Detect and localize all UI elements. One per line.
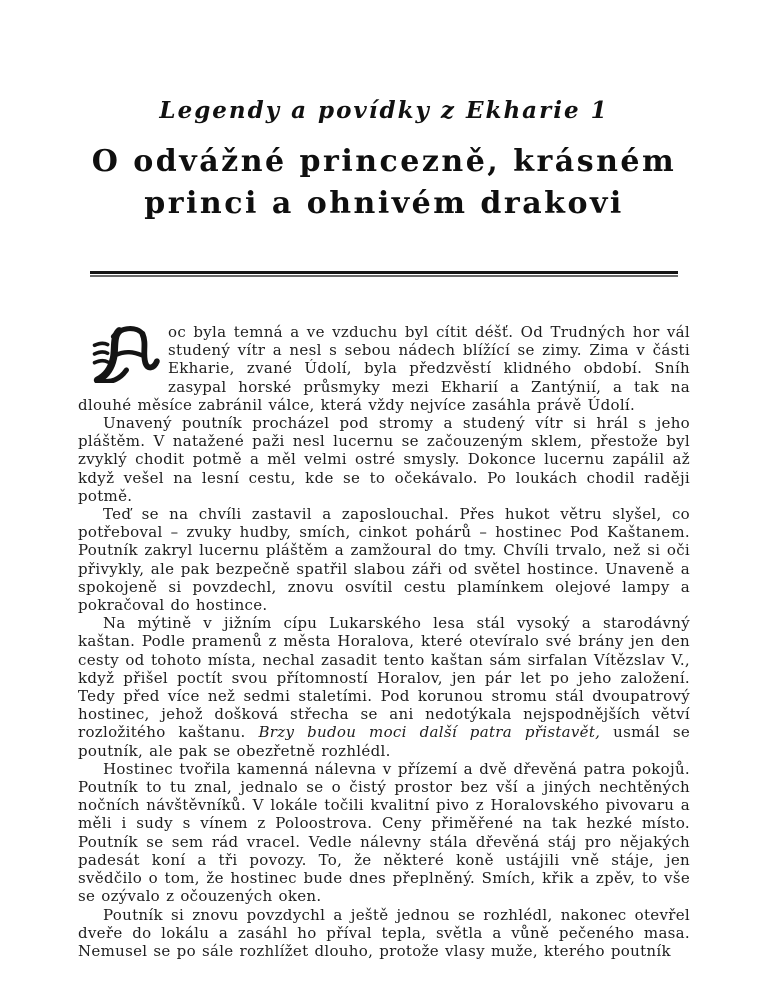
paragraph-5: Hostinec tvořila kamenná nálevna v přízemí a dvě dřevěná patra pokojů. Poutník to tu znal, jednalo se o čistý prostor bez vší a jiných nechtěných nočních návštěvníků. V lokále točili kvalitní pivo z Horalovského pivovaru a měli i sudy s vínem z Poloostrova. Ceny přiměřené na tak hezké místo. Poutník se sem rád vracel. Vedle nálevny stála dřevěná stáj pro nějakých padesát koní a tři povozy. To, že některé koně ustájili vně stáje, jen svědčilo o tom, že hostinec bude dnes přeplněný. Smích, křik a zpěv, to vše se ozývalo z očouzených oken. <box>78 759 690 906</box>
story-title <box>78 141 690 225</box>
paragraph-4 <box>78 614 690 760</box>
story-title-line-2: princi a ohnivém drakovi <box>144 186 624 221</box>
paragraph-2: Unavený poutník procházel pod stromy a studený vítr si hrál s jeho pláštěm. V natažené paži nesl lucernu se začouzeným sklem, přestože byl zvyklý chodit potmě a měl velmi ostré smysly. Dokonce lucernu zapálil až když vešel na lesní cestu, kde se to očekávalo. Po loukách chodil raději potmě. <box>78 414 690 505</box>
page-header <box>78 0 690 225</box>
paragraph-3: Teď se na chvíli zastavil a zaposlouchal. Přes hukot větru slyšel, co potřeboval – zvuky hudby, smích, cinkot pohárů – hostinec Pod Kaštanem. Poutník zakryl lucernu pláštěm a zamžoural do tmy. Chvíli trvalo, než si oči přivykly, ale pak bezpečně spatřil slabou záři od světel hostince. Unaveně a spokojeně si povzdechl, znovu osvítil cestu plamínkem olejové lampy a pokračoval do hostince. <box>78 505 690 615</box>
paragraph-4-text-before: Na mýtině v jižním cípu Lukarského lesa stál vysoký a starodávný kaštan. Podle pramenů z města Horalova, které otevíralo své brány jen den cesty od tohoto místa, nechal zasadit tento kaštan sám sirfalan Vítězslav V., když přišel poctít svou přítomností Horalov, jen pár let po jeho založení. Tedy před více než sedmi staletími. Pod korunou stromu stál dvoupatrový hostinec, jehož došková střecha se ani nedotýkala nejspodnějších větví rozložitého kaštanu. <box>78 614 690 742</box>
blackletter-n-icon <box>88 325 162 383</box>
paragraph-6: Poutník si znovu povzdychl a ještě jednou se rozhlédl, nakonec otevřel dveře do lokálu a zasáhl ho příval tepla, světla a vůně pečeného masa. Nemusel se po sále rozhlížet dlouho, protože vlasy muže, kterého poutník <box>78 905 690 960</box>
paragraph-1 <box>78 323 690 414</box>
drop-cap-initial <box>88 325 162 379</box>
story-body <box>78 323 690 960</box>
series-title: Legendy a povídky z Ekharie 1 <box>159 97 609 124</box>
paragraph-4-italic-thought: Brzy budou moci další patra přistavět, <box>258 723 601 742</box>
story-title-line-1: O odvážné princezně, krásném <box>91 144 677 179</box>
paragraph-1-text: oc byla temná a ve vzduchu byl cítit déšť. Od Trudných hor vál studený vítr a nesl s sebou nádech blížící se zimy. Zima v části Ekharie, zvané Údolí, byla předzvěstí klidného období. Sníh zasypal horské průsmyky mezi Ekharií a Zantýnií, a tak na dlouhé měsíce zabránil válce, která vždy nejvíce zasáhla právě Údolí. <box>78 323 690 414</box>
paragraph-4-text-after: usmál se poutník, ale pak se obezřetně rozhlédl. <box>78 723 690 760</box>
double-rule-divider <box>90 271 678 277</box>
